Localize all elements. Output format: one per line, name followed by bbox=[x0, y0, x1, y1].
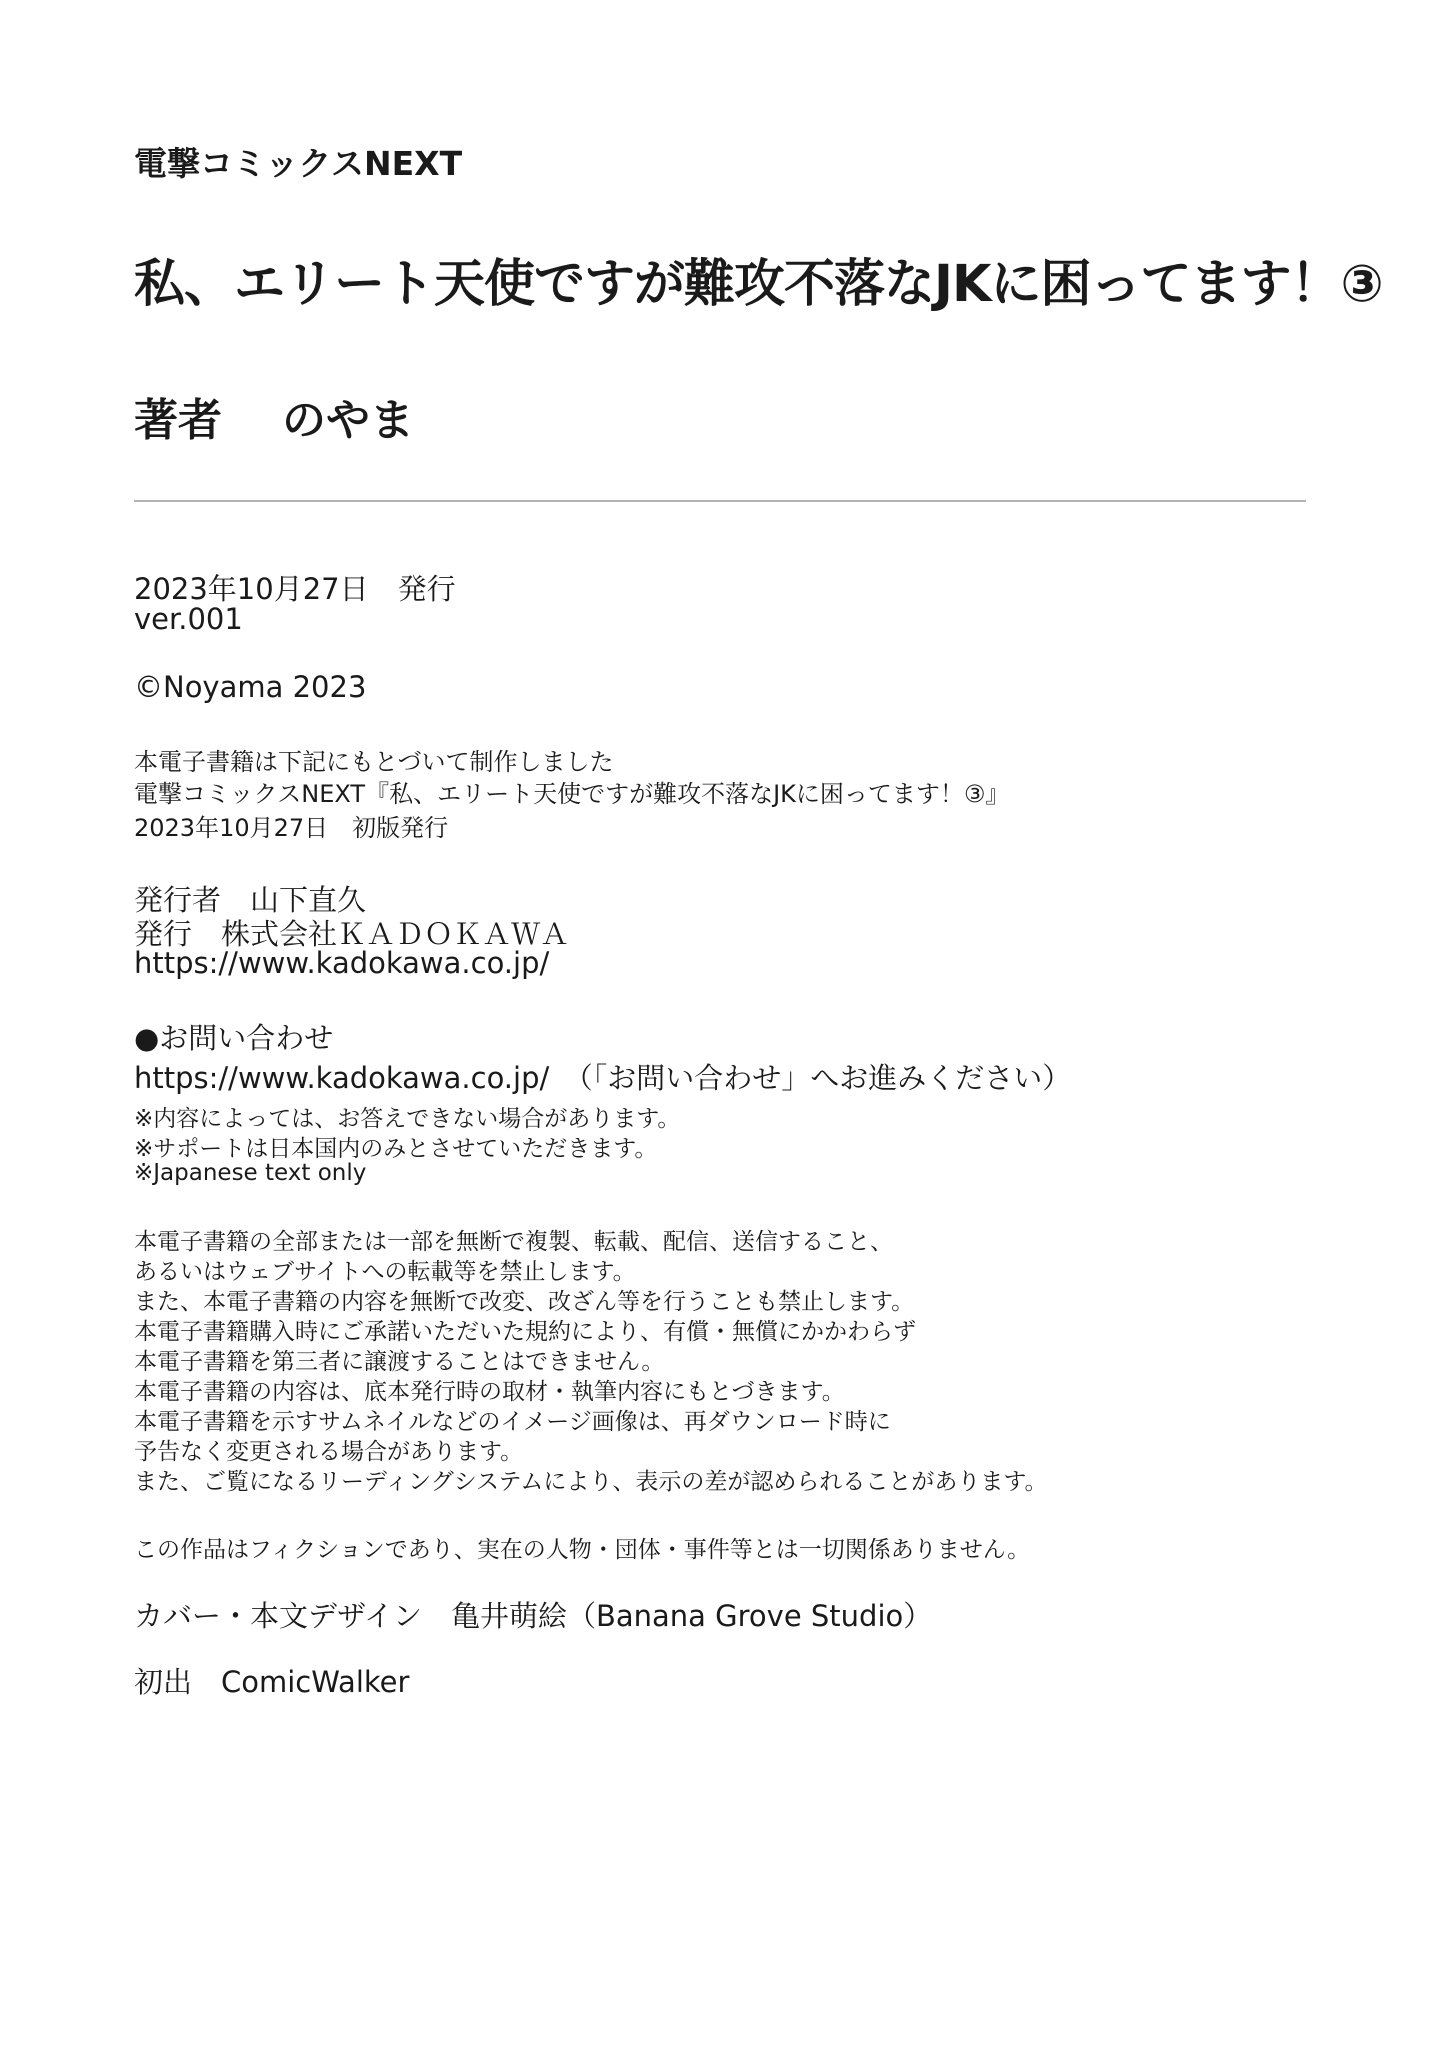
legal-line: また、本電子書籍の内容を無断で改変、改ざん等を行うことも禁止します。 bbox=[134, 1289, 915, 1315]
author-label: 著者 bbox=[134, 395, 222, 446]
legal-line: 予告なく変更される場合があります。 bbox=[134, 1439, 524, 1465]
legal-line: 本電子書籍購入時にご承諾いただいた規約により、有償・無償にかかわらず bbox=[134, 1319, 916, 1345]
legal-line: 本電子書籍を示すサムネイルなどのイメージ画像は、再ダウンロード時に bbox=[134, 1409, 891, 1435]
author-line bbox=[134, 384, 414, 448]
copyright-text: ©Noyama 2023 bbox=[134, 670, 367, 704]
contact-url-line[interactable]: https://www.kadokawa.co.jp/ （「お問い合わせ」へお進みください） bbox=[134, 1061, 1072, 1095]
source-date: 2023年10月27日 初版発行 bbox=[134, 814, 449, 842]
publisher-company: 発行 株式会社ＫＡＤＯＫＡＷＡ bbox=[134, 917, 570, 951]
first-appearance: 初出 ComicWalker bbox=[134, 1665, 410, 1699]
publication-date: 2023年10月27日 発行 bbox=[134, 572, 456, 606]
contact-note: ※サポートは日本国内のみとさせていただきます。 bbox=[134, 1136, 658, 1162]
book-title: 私、エリート天使ですが難攻不落なJKに困ってます！③ bbox=[134, 255, 1383, 314]
contact-note: ※内容によっては、お答えできない場合があります。 bbox=[134, 1106, 681, 1132]
divider-line bbox=[134, 500, 1306, 502]
author-name: のやま bbox=[282, 395, 414, 446]
legal-line: また、ご覧になるリーディングシステムにより、表示の差が認められることがあります。 bbox=[134, 1469, 1048, 1495]
source-work: 電撃コミックスNEXT『私、エリート天使ですが難攻不落なJKに困ってます！③』 bbox=[134, 780, 1010, 808]
legal-line: あるいはウェブサイトへの転載等を禁止します。 bbox=[134, 1259, 636, 1285]
legal-line: 本電子書籍を第三者に譲渡することはできません。 bbox=[134, 1349, 665, 1375]
publisher-url[interactable]: https://www.kadokawa.co.jp/ bbox=[134, 946, 550, 980]
contact-heading: ●お問い合わせ bbox=[134, 1021, 334, 1055]
source-note: 本電子書籍は下記にもとづいて制作しました bbox=[134, 748, 614, 776]
imprint-label: 電撃コミックスNEXT bbox=[134, 144, 463, 183]
contact-note: ※Japanese text only bbox=[134, 1160, 367, 1186]
legal-line: 本電子書籍の内容は、底本発行時の取材・執筆内容にもとづきます。 bbox=[134, 1379, 845, 1405]
fiction-notice: この作品はフィクションであり、実在の人物・団体・事件等とは一切関係ありません。 bbox=[134, 1537, 1031, 1563]
legal-line: 本電子書籍の全部または一部を無断で複製、転載、配信、送信すること、 bbox=[134, 1229, 893, 1255]
issuer-text: 発行者 山下直久 bbox=[134, 883, 367, 917]
design-credit: カバー・本文デザイン 亀井萌絵（Banana Grove Studio） bbox=[134, 1599, 933, 1633]
version-text: ver.001 bbox=[134, 602, 243, 636]
